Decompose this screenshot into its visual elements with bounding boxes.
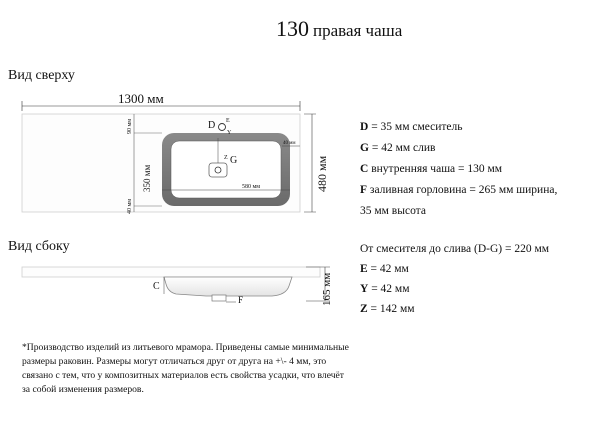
right-gap-label: 40 мм (283, 141, 296, 146)
width-label: 1300 мм (118, 91, 164, 106)
title-number: 130 (276, 16, 309, 41)
side-view-label: Вид сбоку (8, 239, 70, 254)
letter-g: G (230, 155, 238, 166)
drain-outlet (212, 295, 226, 301)
depth-label: 480 мм (315, 155, 329, 192)
top-gap-label: 90 мм (127, 118, 133, 134)
spec-f: F заливная горловина = 265 мм ширина, (360, 184, 558, 196)
spec-z: Z = 142 мм (360, 303, 415, 315)
spec-f-height: 35 мм высота (360, 205, 426, 217)
left-offset-label: 350 мм (142, 164, 152, 192)
letter-z: Z (224, 155, 228, 161)
mixer-hole (219, 124, 226, 131)
bowl-profile (164, 277, 292, 296)
height-label: 165 мм (321, 272, 333, 306)
spec-y: Y = 42 мм (360, 283, 410, 295)
drain-hole (215, 167, 221, 173)
spec-d-g: От смесителя до слива (D-G) = 220 мм (360, 243, 550, 255)
letter-c: C (153, 281, 160, 292)
title-text: правая чаша (313, 21, 403, 40)
top-view-label: Вид сверху (8, 68, 75, 83)
bowl-width-label: 580 мм (242, 184, 261, 190)
top-view-drawing (22, 91, 329, 214)
bottom-gap-label: 40 мм (127, 198, 133, 214)
side-view-drawing (22, 267, 333, 306)
spec-e: E = 42 мм (360, 263, 409, 275)
letter-y: Y (227, 130, 232, 136)
letter-f: F (238, 295, 244, 305)
spec-c: C внутренняя чаша = 130 мм (360, 163, 503, 175)
footnote: *Производство изделий из литьевого мрамора. Приведены самые минимальные размеры раковин. Размеры могут отличаться друг от друга на +\- 4 мм, это связано с тем, что у композитных материалов есть свойства усадки, что влечёт за собой изменения размеров. (22, 342, 349, 395)
spec-d: D = 35 мм смеситель (360, 121, 463, 133)
spec-g: G = 42 мм слив (360, 142, 436, 154)
letter-e: E (226, 118, 230, 124)
letter-d: D (208, 120, 216, 131)
countertop-side (22, 267, 320, 277)
